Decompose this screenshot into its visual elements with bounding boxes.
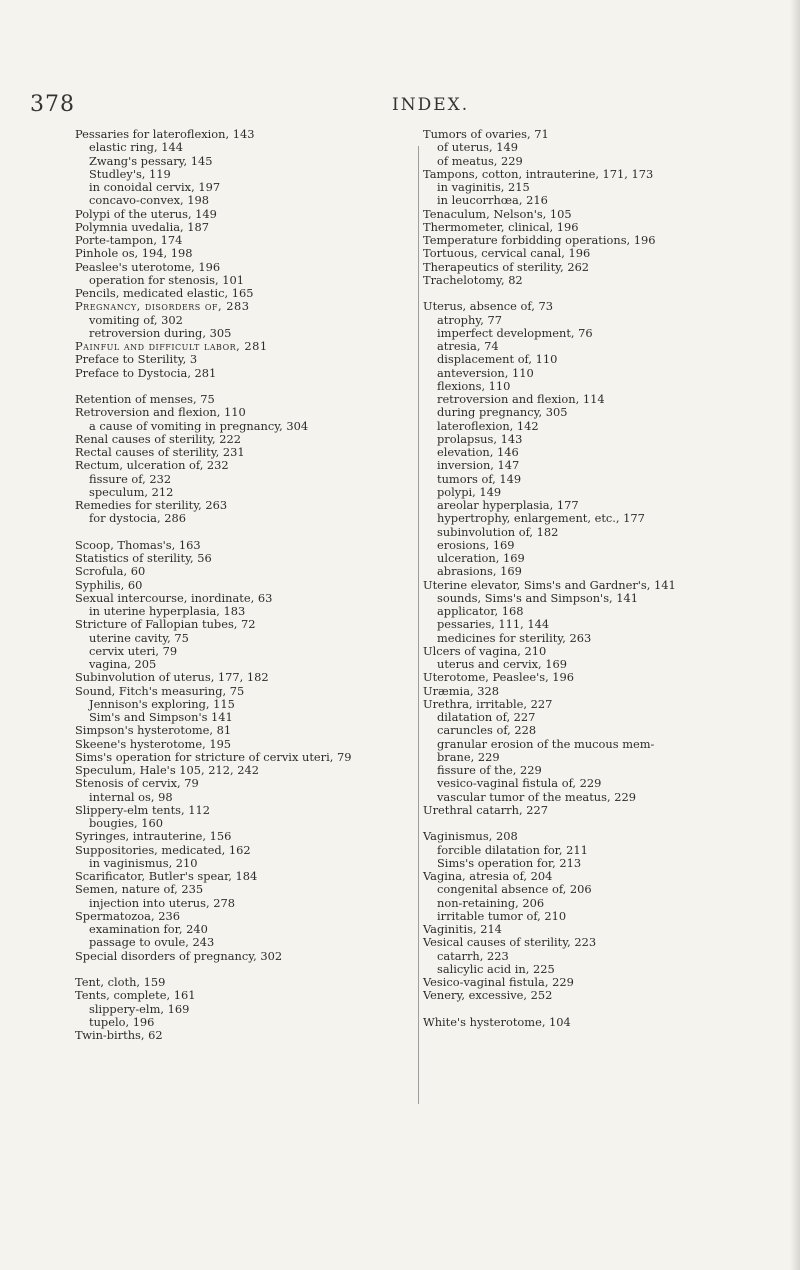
index-subentry: tupelo, 196 <box>89 1014 155 1029</box>
index-entry: Twin-births, 62 <box>75 1028 163 1042</box>
index-entry: Semen, nature of, 235 <box>75 882 204 897</box>
index-subentry: irritable tumor of, 210 <box>437 908 567 923</box>
index-entry: Pinhole os, 194, 198 <box>75 246 193 261</box>
index-entry: Uræmia, 328 <box>423 683 499 698</box>
index-entry: Syringes, intrauterine, 156 <box>75 829 232 844</box>
index-subentry: fissure of, 232 <box>89 471 172 486</box>
index-subentry: catarrh, 223 <box>437 948 509 963</box>
index-entry: Uterotome, Peaslee's, 196 <box>423 670 575 685</box>
index-subentry: applicator, 168 <box>437 604 524 618</box>
index-subentry: speculum, 212 <box>89 484 174 499</box>
index-section-gap <box>75 380 415 393</box>
index-entry: Spermatozoa, 236 <box>75 908 180 923</box>
index-section-gap <box>75 526 415 539</box>
index-subentry: erosions, 169 <box>437 537 515 552</box>
index-subentry: caruncles of, 228 <box>437 723 537 738</box>
page-number: 378 <box>30 92 75 117</box>
index-entry: Urethra, irritable, 227 <box>423 696 553 711</box>
index-subentry: atresia, 74 <box>437 339 499 353</box>
index-subentry: in uterine hyperplasia, 183 <box>89 604 246 618</box>
index-entry: Scoop, Thomas's, 163 <box>75 537 201 552</box>
index-subentry: congenital absence of, 206 <box>437 882 592 897</box>
index-entry: Subinvolution of uterus, 177, 182 <box>75 670 269 685</box>
index-subentry: prolapsus, 143 <box>437 431 523 446</box>
page-edge-shadow <box>790 0 800 1270</box>
index-column-right <box>423 128 763 1029</box>
index-subentry: elastic ring, 144 <box>89 140 183 155</box>
index-subentry: polypi, 149 <box>437 484 502 499</box>
index-entry: Scarificator, Butler's spear, 184 <box>75 869 258 883</box>
index-subentry: tumors of, 149 <box>437 471 522 486</box>
index-subentry: uterus and cervix, 169 <box>437 657 567 671</box>
index-subentry: areolar hyperplasia, 177 <box>437 498 579 512</box>
index-entry: Pregnancy, disorders of, 283 <box>75 299 250 314</box>
index-entry: Pessaries for lateroflexion, 143 <box>75 127 255 141</box>
index-subentry: injection into uterus, 278 <box>89 895 235 910</box>
index-entry: Vagina, atresia of, 204 <box>423 869 553 883</box>
index-entry: Statistics of sterility, 56 <box>75 551 212 565</box>
index-column-left <box>75 128 415 1042</box>
index-entry: Tent, cloth, 159 <box>75 975 166 989</box>
index-entry: Uterus, absence of, 73 <box>423 299 553 314</box>
index-entry: Simpson's hysterotome, 81 <box>75 723 232 738</box>
index-subentry: retroversion during, 305 <box>89 325 232 340</box>
index-subentry: for dystocia, 286 <box>89 511 186 526</box>
index-subentry: subinvolution of, 182 <box>437 524 559 539</box>
index-subentry: atrophy, 77 <box>437 312 502 327</box>
index-subentry: internal os, 98 <box>89 789 173 804</box>
index-subentry: ulceration, 169 <box>437 551 525 565</box>
index-subentry: concavo-convex, 198 <box>89 193 210 208</box>
index-entry: Tenaculum, Nelson's, 105 <box>423 206 572 221</box>
index-subentry: Sims's operation for, 213 <box>437 855 582 870</box>
index-subentry: slippery-elm, 169 <box>89 1001 190 1016</box>
index-subentry: in leucorrhœa, 216 <box>437 193 548 208</box>
index-subentry: vesico-vaginal fistula of, 229 <box>437 776 602 791</box>
index-entry: Tumors of ovaries, 71 <box>423 127 549 141</box>
index-subentry: dilatation of, 227 <box>437 710 536 724</box>
index-subentry: vascular tumor of the meatus, 229 <box>437 789 636 804</box>
index-entry: Retroversion and flexion, 110 <box>75 405 246 420</box>
index-entry: Speculum, Hale's 105, 212, 242 <box>75 763 259 777</box>
index-entry: Therapeutics of sterility, 262 <box>423 259 590 274</box>
index-entry: Retention of menses, 75 <box>75 392 215 406</box>
index-subentry: retroversion and flexion, 114 <box>437 392 605 406</box>
index-subentry: of meatus, 229 <box>437 153 523 168</box>
index-entry: Vaginismus, 208 <box>423 829 518 844</box>
index-subentry: cervix uteri, 79 <box>89 643 178 658</box>
index-subentry: Zwang's pessary, 145 <box>89 153 213 168</box>
index-subentry: anteversion, 110 <box>437 365 534 380</box>
index-subentry: inversion, 147 <box>437 458 520 473</box>
index-entry: Rectum, ulceration of, 232 <box>75 458 229 473</box>
index-entry: Pencils, medicated elastic, 165 <box>75 286 254 300</box>
index-entry: Thermometer, clinical, 196 <box>423 219 579 234</box>
index-section-gap <box>423 287 763 300</box>
index-subentry: operation for stenosis, 101 <box>89 272 244 287</box>
index-entry: Skeene's hysterotome, 195 <box>75 736 232 751</box>
index-subentry: non-retaining, 206 <box>437 895 545 910</box>
index-subentry: sounds, Sims's and Simpson's, 141 <box>437 590 639 605</box>
index-subentry: vomiting of, 302 <box>89 312 183 327</box>
index-entry: Venery, excessive, 252 <box>423 988 553 1003</box>
index-subentry: granular erosion of the mucous mem- <box>437 736 655 751</box>
index-subentry: hypertrophy, enlargement, etc., 177 <box>437 511 645 526</box>
index-entry: Temperature forbidding operations, 196 <box>423 233 656 247</box>
index-entry: Porte-tampon, 174 <box>75 233 183 247</box>
index-subentry: examination for, 240 <box>89 922 208 936</box>
index-entry: Vaginitis, 214 <box>423 922 502 936</box>
index-entry: Special disorders of pregnancy, 302 <box>75 948 283 963</box>
index-entry: Tortuous, cervical canal, 196 <box>423 246 591 261</box>
index-subentry: uterine cavity, 75 <box>89 630 189 645</box>
index-subentry: during pregnancy, 305 <box>437 405 568 420</box>
index-subentry: passage to ovule, 243 <box>89 935 215 950</box>
index-subentry: medicines for sterility, 263 <box>437 630 592 645</box>
index-entry: Vesico-vaginal fistula, 229 <box>423 975 574 989</box>
index-entry: Remedies for sterility, 263 <box>75 498 228 512</box>
index-entry: Polypi of the uterus, 149 <box>75 206 217 221</box>
index-subentry: lateroflexion, 142 <box>437 418 539 433</box>
index-entry: Trachelotomy, 82 <box>423 272 523 287</box>
index-entry: Renal causes of sterility, 222 <box>75 431 241 446</box>
index-subentry: fissure of the, 229 <box>437 763 542 777</box>
index-entry: Peaslee's uterotome, 196 <box>75 259 221 274</box>
index-entry: Suppositories, medicated, 162 <box>75 842 251 857</box>
index-subentry: flexions, 110 <box>437 378 511 393</box>
index-subentry: imperfect development, 76 <box>437 325 593 340</box>
index-subentry: in vaginitis, 215 <box>437 180 530 194</box>
index-section-gap <box>423 817 763 830</box>
index-subentry: elevation, 146 <box>437 445 519 459</box>
index-entry: Urethral catarrh, 227 <box>423 802 548 817</box>
page-title: INDEX. <box>392 95 470 115</box>
index-entry: Slippery-elm tents, 112 <box>75 802 211 817</box>
index-entry: Syphilis, 60 <box>75 577 143 592</box>
index-section-gap <box>75 963 415 976</box>
index-entry: Vesical causes of sterility, 223 <box>423 935 597 950</box>
index-subentry: displacement of, 110 <box>437 352 558 367</box>
column-divider <box>418 146 419 1104</box>
index-entry: Rectal causes of sterility, 231 <box>75 445 245 459</box>
index-subentry: abrasions, 169 <box>437 564 522 579</box>
index-entry: Preface to Dystocia, 281 <box>75 365 217 380</box>
index-subentry: pessaries, 111, 144 <box>437 617 550 632</box>
index-entry: Sexual intercourse, inordinate, 63 <box>75 590 273 605</box>
index-section-gap <box>423 1003 763 1016</box>
index-subentry: in conoidal cervix, 197 <box>89 180 221 194</box>
index-subentry: in vaginismus, 210 <box>89 855 198 870</box>
index-entry: Stenosis of cervix, 79 <box>75 776 199 791</box>
index-subentry: forcible dilatation for, 211 <box>437 842 588 857</box>
index-entry: Stricture of Fallopian tubes, 72 <box>75 617 256 632</box>
index-entry: Ulcers of vagina, 210 <box>423 643 547 658</box>
index-subentry: Sim's and Simpson's 141 <box>89 710 233 724</box>
index-subentry: brane, 229 <box>437 749 500 764</box>
index-subentry: Studley's, 119 <box>89 166 171 181</box>
index-subentry: Jennison's exploring, 115 <box>89 696 235 711</box>
index-entry: Scrofula, 60 <box>75 564 146 579</box>
index-subentry: a cause of vomiting in pregnancy, 304 <box>89 418 309 433</box>
index-entry: Sims's operation for stricture of cervix uteri, 79 <box>75 749 352 764</box>
index-subentry: vagina, 205 <box>89 657 157 671</box>
index-subentry: of uterus, 149 <box>437 140 518 155</box>
index-entry: Painful and difficult labor, 281 <box>75 339 268 353</box>
index-entry: Tents, complete, 161 <box>75 988 196 1003</box>
index-subentry: salicylic acid in, 225 <box>437 961 555 976</box>
index-entry: Tampons, cotton, intrauterine, 171, 173 <box>423 166 654 181</box>
index-subentry: bougies, 160 <box>89 816 163 830</box>
index-entry: Sound, Fitch's measuring, 75 <box>75 683 245 698</box>
index-entry: Polymnia uvedalia, 187 <box>75 219 209 234</box>
index-entry: Preface to Sterility, 3 <box>75 352 198 367</box>
index-entry: Uterine elevator, Sims's and Gardner's, 141 <box>423 577 676 592</box>
index-entry: White's hysterotome, 104 <box>423 1014 571 1029</box>
